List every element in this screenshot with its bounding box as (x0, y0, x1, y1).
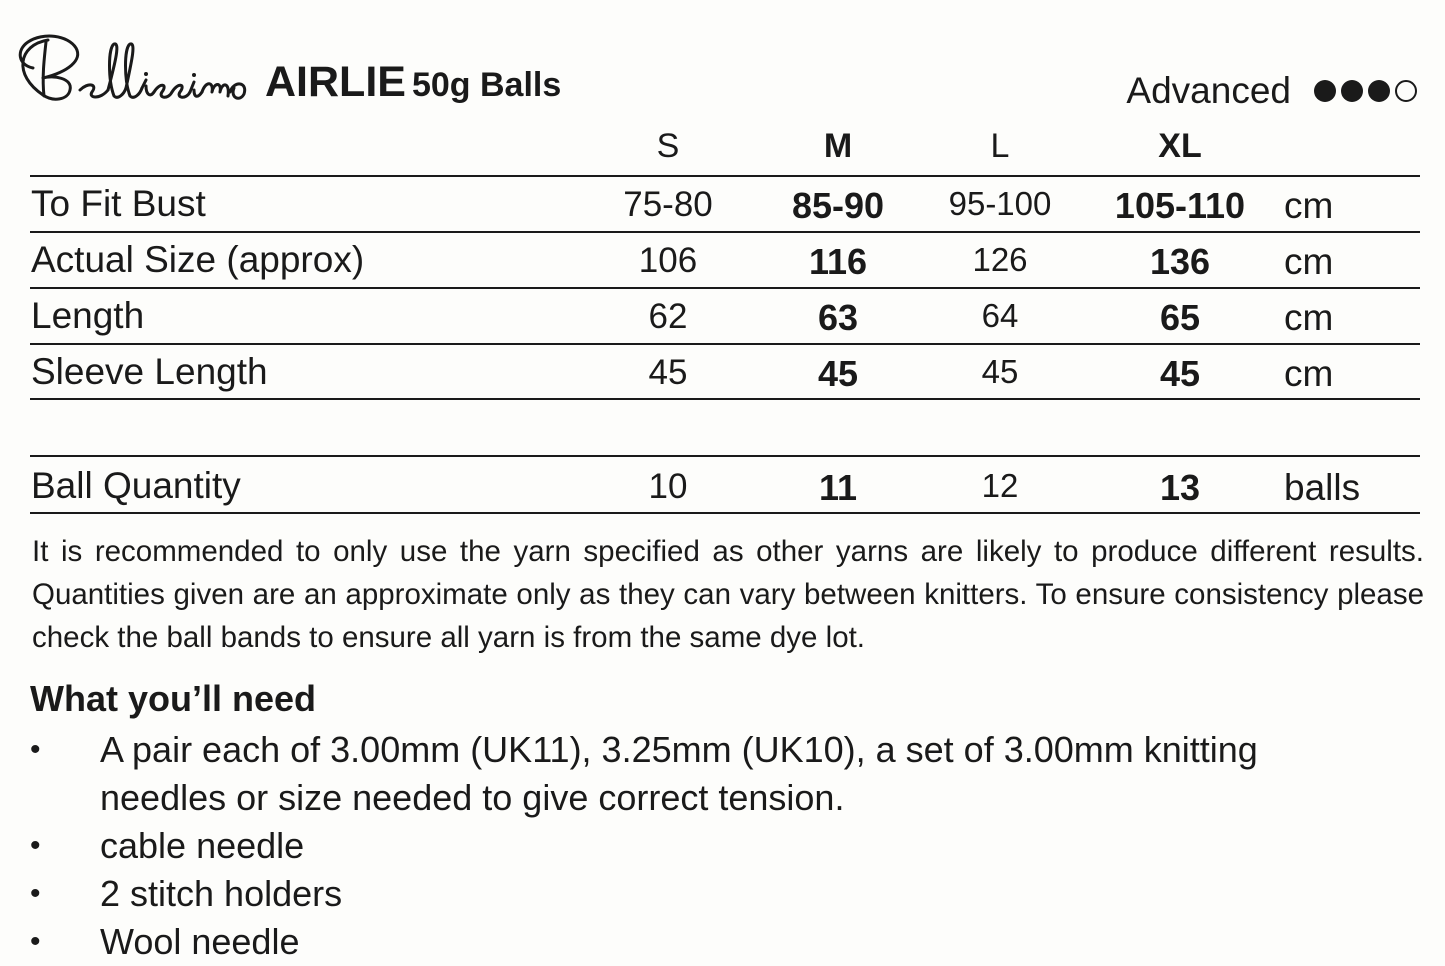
table-row (0, 289, 1445, 343)
needs-heading: What you’ll need (30, 678, 317, 719)
product-weight: 50g Balls (411, 66, 562, 104)
list-item-text: 2 stitch holders (100, 873, 343, 914)
table-divider (30, 398, 1420, 400)
bullet-icon: • (30, 733, 41, 766)
unit: cm (1284, 297, 1334, 338)
header (0, 0, 1445, 130)
table-divider (30, 512, 1420, 514)
list-item-text: cable needle (100, 825, 305, 866)
value-l: 12 (981, 467, 1019, 504)
unit: cm (1284, 353, 1334, 394)
table-row (0, 233, 1445, 287)
list-item (0, 822, 1360, 870)
table-divider (30, 455, 1420, 457)
value-xl: 105-110 (1114, 185, 1246, 226)
difficulty-dot-empty-icon (1395, 80, 1417, 102)
difficulty-label: Advanced (1126, 70, 1291, 111)
value-xl: 45 (1159, 353, 1201, 394)
value-l: 64 (981, 297, 1019, 334)
row-label: Ball Quantity (31, 465, 241, 506)
unit: balls (1284, 467, 1361, 508)
value-m: 45 (817, 353, 859, 394)
row-label: Sleeve Length (31, 351, 268, 392)
size-header-m: M (823, 127, 853, 165)
bellissimo-logo (8, 20, 258, 110)
list-item-text: A pair each of 3.00mm (UK11), 3.25mm (UK10), a set of 3.00mm knitting needles or size needed to give correct tension. (100, 729, 1258, 818)
bullet-icon: • (30, 877, 41, 910)
size-header-s: S (656, 127, 680, 165)
value-s: 10 (648, 467, 688, 506)
product-name: AIRLIE (265, 58, 406, 106)
value-m: 85-90 (791, 185, 885, 226)
value-m: 63 (817, 297, 859, 338)
row-label: Length (31, 295, 145, 336)
list-item (0, 870, 1360, 918)
value-s: 62 (648, 297, 688, 336)
row-label: Actual Size (approx) (31, 239, 365, 280)
value-m: 11 (818, 467, 858, 508)
table-row (0, 345, 1445, 399)
value-xl: 136 (1149, 241, 1211, 282)
value-l: 126 (972, 241, 1028, 278)
value-s: 75-80 (623, 185, 713, 224)
list-item (0, 726, 1360, 822)
needs-list (0, 726, 1445, 966)
yarn-note: It is recommended to only use the yarn specified as other yarns are likely to produce different results. Quantities given are an approximate only as they can vary between knitters. To ensure consistency please check the ball bands to ensure all yarn is from the same dye lot. (32, 535, 1424, 654)
unit: cm (1284, 185, 1334, 226)
difficulty-level (1126, 70, 1417, 112)
bullet-icon: • (30, 925, 41, 958)
value-m: 116 (808, 241, 868, 282)
list-item-text: Wool needle (100, 921, 300, 962)
value-s: 106 (638, 241, 698, 280)
product-title (265, 58, 561, 107)
table-row (0, 177, 1445, 231)
table-row (0, 459, 1445, 513)
size-header-xl: XL (1158, 127, 1202, 165)
value-s: 45 (648, 353, 688, 392)
difficulty-dot-filled-icon (1341, 80, 1363, 102)
value-xl: 65 (1159, 297, 1201, 338)
size-header-l: L (990, 127, 1010, 165)
unit: cm (1284, 241, 1334, 282)
row-label: To Fit Bust (31, 183, 206, 224)
bullet-icon: • (30, 829, 41, 862)
value-l: 95-100 (948, 185, 1052, 222)
size-header-row (0, 125, 1445, 175)
value-l: 45 (981, 353, 1019, 390)
difficulty-dot-filled-icon (1368, 80, 1390, 102)
value-xl: 13 (1159, 467, 1201, 508)
difficulty-dot-filled-icon (1314, 80, 1336, 102)
